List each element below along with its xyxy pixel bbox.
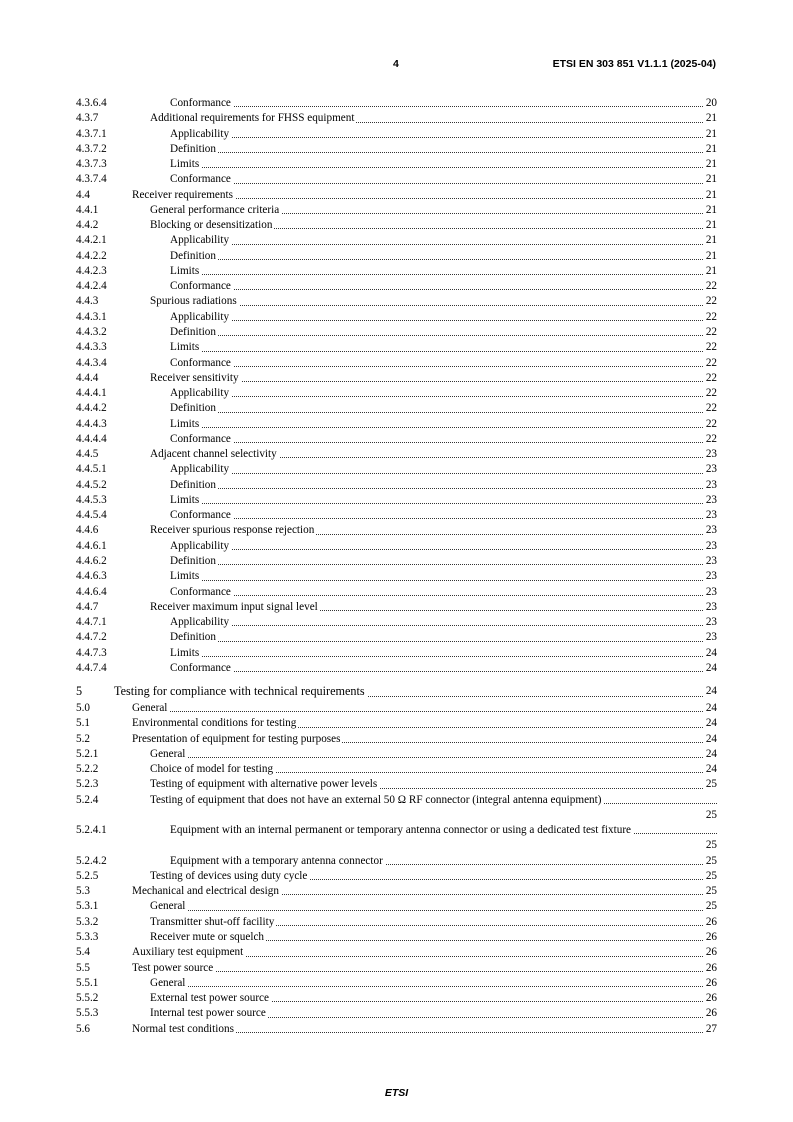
toc-entry[interactable] [76,976,717,991]
toc-entry-page: 22 [704,417,717,432]
toc-entry[interactable] [76,762,717,777]
toc-entry-number: 4.4.4.4 [76,432,107,445]
toc-entry-page: 22 [704,356,717,371]
toc-entry-title: Applicability [170,127,230,140]
footer-etsi: ETSI [384,1087,409,1099]
toc-entry-title: Auxiliary test equipment [132,946,244,959]
toc-entry-page: 26 [704,961,717,976]
dot-leader [170,289,717,290]
toc-entry-number: 4.4.7.3 [76,646,107,659]
toc-entry[interactable] [76,823,717,854]
dot-leader [170,595,717,596]
toc-entry-page: 23 [704,600,717,615]
toc-entry[interactable] [76,1006,717,1021]
toc-entry[interactable] [76,401,717,416]
toc-entry-number: 5.2.4.2 [76,854,107,867]
toc-entry[interactable] [76,172,717,187]
toc-entry-title: Conformance [170,509,231,522]
toc-entry-title: General [150,747,186,760]
toc-entry-page: 26 [704,945,717,960]
toc-entry[interactable] [76,961,717,976]
dot-leader [170,335,717,336]
toc-entry-number: 5.2.4 [76,793,99,806]
toc-entry[interactable] [76,600,717,615]
toc-entry-number: 4.4.4.3 [76,417,107,430]
toc-entry-page: 24 [704,681,717,701]
toc-entry[interactable] [76,96,717,111]
toc-entry-page: 24 [704,762,717,777]
toc-entry[interactable] [76,899,717,914]
toc-entry-page: 22 [704,371,717,386]
toc-entry-page: 24 [704,701,717,716]
toc-entry-number: 4.4.2.3 [76,264,107,277]
toc-entry-title: Presentation of equipment for testing purposes [132,732,341,745]
toc-entry[interactable] [76,264,717,279]
dot-leader [170,167,717,168]
toc-entry-page: 22 [704,432,717,447]
toc-entry[interactable] [76,111,717,126]
toc-entry-title: Choice of model for testing [150,763,274,776]
toc-entry-number: 4.4.3.4 [76,356,107,369]
toc-entry-title: Conformance [170,661,231,674]
toc-entry-page: 21 [704,249,717,264]
toc-entry-title: Applicability [170,234,230,247]
toc-entry-page: 23 [704,462,717,477]
toc-entry-page: 27 [704,1022,717,1037]
toc-entry[interactable] [76,279,717,294]
toc-entry-number: 4.4.1 [76,203,99,216]
toc-entry-page: 23 [704,539,717,554]
toc-entry-title: Conformance [170,97,231,109]
toc-entry-title: Internal test power source [150,1007,266,1020]
toc-entry-number: 4.4.7 [76,600,99,613]
toc-entry-title: Conformance [170,356,231,369]
toc-entry-number: 4.4.6 [76,524,99,537]
toc-entry-title: General performance criteria [150,203,280,216]
dot-leader [170,656,717,657]
toc-entry[interactable] [76,747,717,762]
toc-entry-page: 22 [704,401,717,416]
toc-entry-page: 22 [704,386,717,401]
toc-entry[interactable] [76,661,717,676]
dot-leader [170,320,717,321]
toc-entry[interactable] [76,701,717,716]
toc-entry-title: General [150,976,186,989]
toc-entry-number: 5.2.1 [76,747,99,760]
toc-entry[interactable] [76,233,717,248]
toc-entry-number: 4.3.7.2 [76,142,107,155]
toc-entry-title: Limits [170,570,200,583]
dot-leader [170,473,717,474]
toc-entry[interactable] [76,523,717,538]
toc-entry-page: 22 [704,294,717,309]
toc-entry-number: 4.4.3 [76,295,99,308]
toc-entry[interactable] [76,716,717,731]
toc-entry[interactable] [76,462,717,477]
dot-leader [170,183,717,184]
toc-entry-page: 23 [704,615,717,630]
dot-leader [132,971,717,972]
toc-entry-title: Definition [170,554,216,567]
toc-entry-title: Conformance [170,585,231,598]
toc-entry[interactable] [76,930,717,945]
toc-entry-page: 22 [704,310,717,325]
toc-entry-number: 5.5.3 [76,1007,99,1020]
dot-leader [150,986,717,987]
toc-entry-title: Receiver maximum input signal level [150,600,318,613]
toc-entry-title: General [132,702,168,715]
toc-entry[interactable] [76,991,717,1006]
toc-entry-number: 4.4.4.2 [76,402,107,415]
toc-entry-title: Definition [170,325,216,338]
toc-entry[interactable] [76,615,717,630]
toc-entry-page: 21 [704,127,717,142]
toc-entry-title: Equipment with a temporary antenna connector [170,854,383,867]
toc-entry-page: 22 [704,279,717,294]
toc-entry-number: 5.5 [76,961,90,974]
toc-entry[interactable] [76,218,717,233]
toc-entry-page: 23 [704,493,717,508]
dot-leader [170,564,717,565]
toc-entry-title: General [150,900,186,913]
toc-entry-title: Limits [170,417,200,430]
table-of-contents [76,96,717,1037]
toc-entry-title: Limits [170,341,200,354]
toc-entry-title: Testing of equipment with alternative power levels [150,778,378,791]
toc-entry[interactable] [76,854,717,869]
toc-entry-number: 4.3.7.4 [76,173,107,186]
toc-entry-title: Testing of equipment that does not have an external 50 Ω RF connector (integral antenna equipment) [150,793,602,806]
toc-entry[interactable] [76,294,717,309]
toc-entry-page: 24 [704,661,717,676]
toc-entry-page: 24 [704,732,717,747]
toc-entry-page: 25 [704,838,717,853]
toc-entry-page: 20 [704,96,717,111]
toc-entry-title: Applicability [170,463,230,476]
header-page-number: 4 [393,58,399,70]
toc-entry-title: Adjacent channel selectivity [150,448,277,461]
toc-entry-number: 5.3 [76,885,90,898]
dot-leader [132,711,717,712]
dot-leader [170,625,717,626]
toc-entry-number: 5.5.2 [76,992,99,1005]
toc-entry-page: 24 [704,747,717,762]
toc-entry-page: 23 [704,630,717,645]
toc-entry-page: 25 [704,899,717,914]
toc-entry-number: 4.3.6.4 [76,97,107,109]
toc-entry-number: 5 [76,684,83,699]
toc-entry-number: 5.2.5 [76,869,99,882]
toc-entry[interactable] [76,310,717,325]
dot-leader [170,412,717,413]
toc-entry-number: 4.4.6.3 [76,570,107,583]
toc-entry[interactable] [76,127,717,142]
toc-entry-title: Equipment with an internal permanent or temporary antenna connector or using a dedicated test fixture [170,824,632,837]
toc-entry-title: Definition [170,402,216,415]
header-document-id: ETSI EN 303 851 V1.1.1 (2025-04) [552,58,716,70]
toc-entry-title: Spurious radiations [150,295,237,308]
dot-leader [170,106,717,107]
toc-entry-title: Conformance [170,280,231,293]
toc-entry-title: Receiver mute or squelch [150,931,265,944]
toc-entry[interactable] [76,554,717,569]
toc-entry[interactable] [76,142,717,157]
dot-leader [170,518,717,519]
toc-entry-page: 22 [704,325,717,340]
toc-entry-number: 4.4.5.4 [76,509,107,522]
toc-entry-number: 4.4.2.4 [76,280,107,293]
toc-entry[interactable] [76,1022,717,1037]
dot-leader [150,910,717,911]
toc-entry-title: Applicability [170,539,230,552]
toc-entry-number: 5.0 [76,702,90,715]
toc-entry-title: Normal test conditions [132,1022,234,1035]
toc-entry-page: 21 [704,233,717,248]
dot-leader [170,244,717,245]
toc-entry[interactable] [76,569,717,584]
toc-entry-title: Receiver requirements [132,188,233,201]
toc-entry-title: Definition [170,249,216,262]
toc-entry-title: Applicability [170,310,230,323]
toc-entry-page: 25 [704,854,717,869]
toc-entry-title: Limits [170,264,200,277]
toc-entry-page: 26 [704,930,717,945]
dot-leader [170,488,717,489]
toc-entry[interactable] [76,630,717,645]
toc-entry-number: 4.4.7.1 [76,616,107,629]
toc-entry[interactable] [76,508,717,523]
toc-entry-number: 5.6 [76,1022,90,1035]
toc-entry-number: 4.4.4 [76,371,99,384]
toc-entry[interactable] [76,325,717,340]
toc-entry-number: 5.3.2 [76,915,99,928]
dot-leader [170,152,717,153]
toc-entry-title: Transmitter shut-off facility [150,915,275,928]
toc-entry-number: 4.4.5.2 [76,478,107,491]
dot-leader [170,442,717,443]
toc-entry[interactable] [76,386,717,401]
toc-entry-title: Receiver spurious response rejection [150,524,315,537]
dot-leader [170,396,717,397]
toc-entry-title: Conformance [170,432,231,445]
toc-entry[interactable] [76,681,717,701]
toc-entry-title: Definition [170,631,216,644]
toc-entry[interactable] [76,585,717,600]
toc-entry-title: Limits [170,646,200,659]
toc-entry-number: 4.4 [76,188,90,201]
toc-entry-number: 4.4.6.4 [76,585,107,598]
toc-entry-number: 5.3.3 [76,931,99,944]
toc-entry-title: Limits [170,493,200,506]
dot-leader [170,351,717,352]
toc-entry-page: 23 [704,523,717,538]
toc-entry[interactable] [76,478,717,493]
dot-leader [150,757,717,758]
toc-entry-page: 25 [704,869,717,884]
toc-entry-number: 4.4.7.2 [76,631,107,644]
toc-entry-page: 23 [704,554,717,569]
dot-leader [170,274,717,275]
toc-entry-page: 24 [704,646,717,661]
toc-entry-page: 25 [704,808,717,823]
toc-entry-page: 21 [704,264,717,279]
toc-entry-page: 21 [704,111,717,126]
toc-entry-number: 4.4.7.4 [76,661,107,674]
toc-entry-number: 4.4.4.1 [76,387,107,400]
toc-entry[interactable] [76,646,717,661]
toc-entry-title: Environmental conditions for testing [132,717,297,730]
toc-entry-title: Testing for compliance with technical requirements [114,684,365,699]
toc-entry-title: Mechanical and electrical design [132,885,279,898]
toc-entry-number: 4.4.2 [76,219,99,232]
toc-entry-page: 21 [704,203,717,218]
toc-entry-page: 21 [704,142,717,157]
toc-entry-number: 4.4.2.2 [76,249,107,262]
toc-entry-page: 23 [704,585,717,600]
dot-leader [170,259,717,260]
toc-entry[interactable] [76,732,717,747]
toc-entry-title: Applicability [170,387,230,400]
toc-entry[interactable] [76,203,717,218]
toc-entry[interactable] [76,493,717,508]
toc-entry-page: 23 [704,508,717,523]
dot-leader [170,549,717,550]
toc-entry-number: 5.2.4.1 [76,824,107,837]
toc-entry-title: Additional requirements for FHSS equipment [150,112,355,125]
toc-entry[interactable] [76,447,717,462]
toc-entry[interactable] [76,539,717,554]
toc-entry[interactable] [76,945,717,960]
toc-entry-number: 4.4.5 [76,448,99,461]
toc-entry-number: 4.4.3.3 [76,341,107,354]
toc-entry-page: 21 [704,172,717,187]
toc-entry-page: 26 [704,1006,717,1021]
toc-entry-page: 23 [704,478,717,493]
toc-entry[interactable] [76,432,717,447]
toc-entry-number: 4.4.5.3 [76,493,107,506]
toc-entry-title: Blocking or desensitization [150,219,273,232]
dot-leader [170,503,717,504]
toc-entry[interactable] [76,417,717,432]
toc-entry-title: External test power source [150,992,269,1005]
toc-entry-number: 5.3.1 [76,900,99,913]
toc-entry-page: 25 [704,777,717,792]
toc-entry-number: 5.2.2 [76,763,99,776]
toc-entry-number: 5.2.3 [76,778,99,791]
toc-entry[interactable] [76,249,717,264]
toc-entry-page: 21 [704,157,717,172]
toc-entry-title: Receiver sensitivity [150,371,239,384]
toc-entry-number: 5.1 [76,717,90,730]
toc-entry-page: 26 [704,991,717,1006]
toc-entry-title: Testing of devices using duty cycle [150,869,308,882]
dot-leader [170,366,717,367]
toc-entry-title: Definition [170,142,216,155]
toc-entry-title: Test power source [132,961,214,974]
toc-entry-number: 4.4.6.2 [76,554,107,567]
toc-entry[interactable] [76,188,717,203]
toc-entry-title: Applicability [170,616,230,629]
toc-entry-page: 23 [704,447,717,462]
toc-entry[interactable] [76,371,717,386]
toc-entry-page: 25 [704,884,717,899]
toc-entry-number: 4.3.7.3 [76,158,107,171]
toc-entry-number: 4.3.7.1 [76,127,107,140]
toc-entry[interactable] [76,869,717,884]
toc-entry-page: 21 [704,188,717,203]
toc-entry-page: 21 [704,218,717,233]
dot-leader [170,641,717,642]
toc-entry[interactable] [76,340,717,355]
toc-entry-number: 4.4.5.1 [76,463,107,476]
dot-leader [170,427,717,428]
toc-entry-number: 4.4.6.1 [76,539,107,552]
toc-entry-number: 5.4 [76,946,90,959]
toc-entry-page: 26 [704,976,717,991]
toc-entry[interactable] [76,356,717,371]
toc-entry-number: 4.4.3.1 [76,310,107,323]
toc-entry-page: 23 [704,569,717,584]
toc-entry-page: 22 [704,340,717,355]
dot-leader [170,671,717,672]
toc-entry[interactable] [76,777,717,792]
toc-entry-title: Definition [170,478,216,491]
toc-entry[interactable] [76,915,717,930]
toc-entry-number: 5.2 [76,732,90,745]
toc-entry-title: Limits [170,158,200,171]
toc-entry-title: Conformance [170,173,231,186]
toc-entry-number: 4.4.3.2 [76,325,107,338]
toc-entry-page: 24 [704,716,717,731]
toc-entry[interactable] [76,884,717,899]
toc-entry[interactable] [76,157,717,172]
toc-entry[interactable] [76,793,717,824]
toc-entry-page: 26 [704,915,717,930]
dot-leader [170,137,717,138]
toc-entry-number: 5.5.1 [76,976,99,989]
toc-entry-number: 4.4.2.1 [76,234,107,247]
dot-leader [170,580,717,581]
toc-entry-number: 4.3.7 [76,112,99,125]
